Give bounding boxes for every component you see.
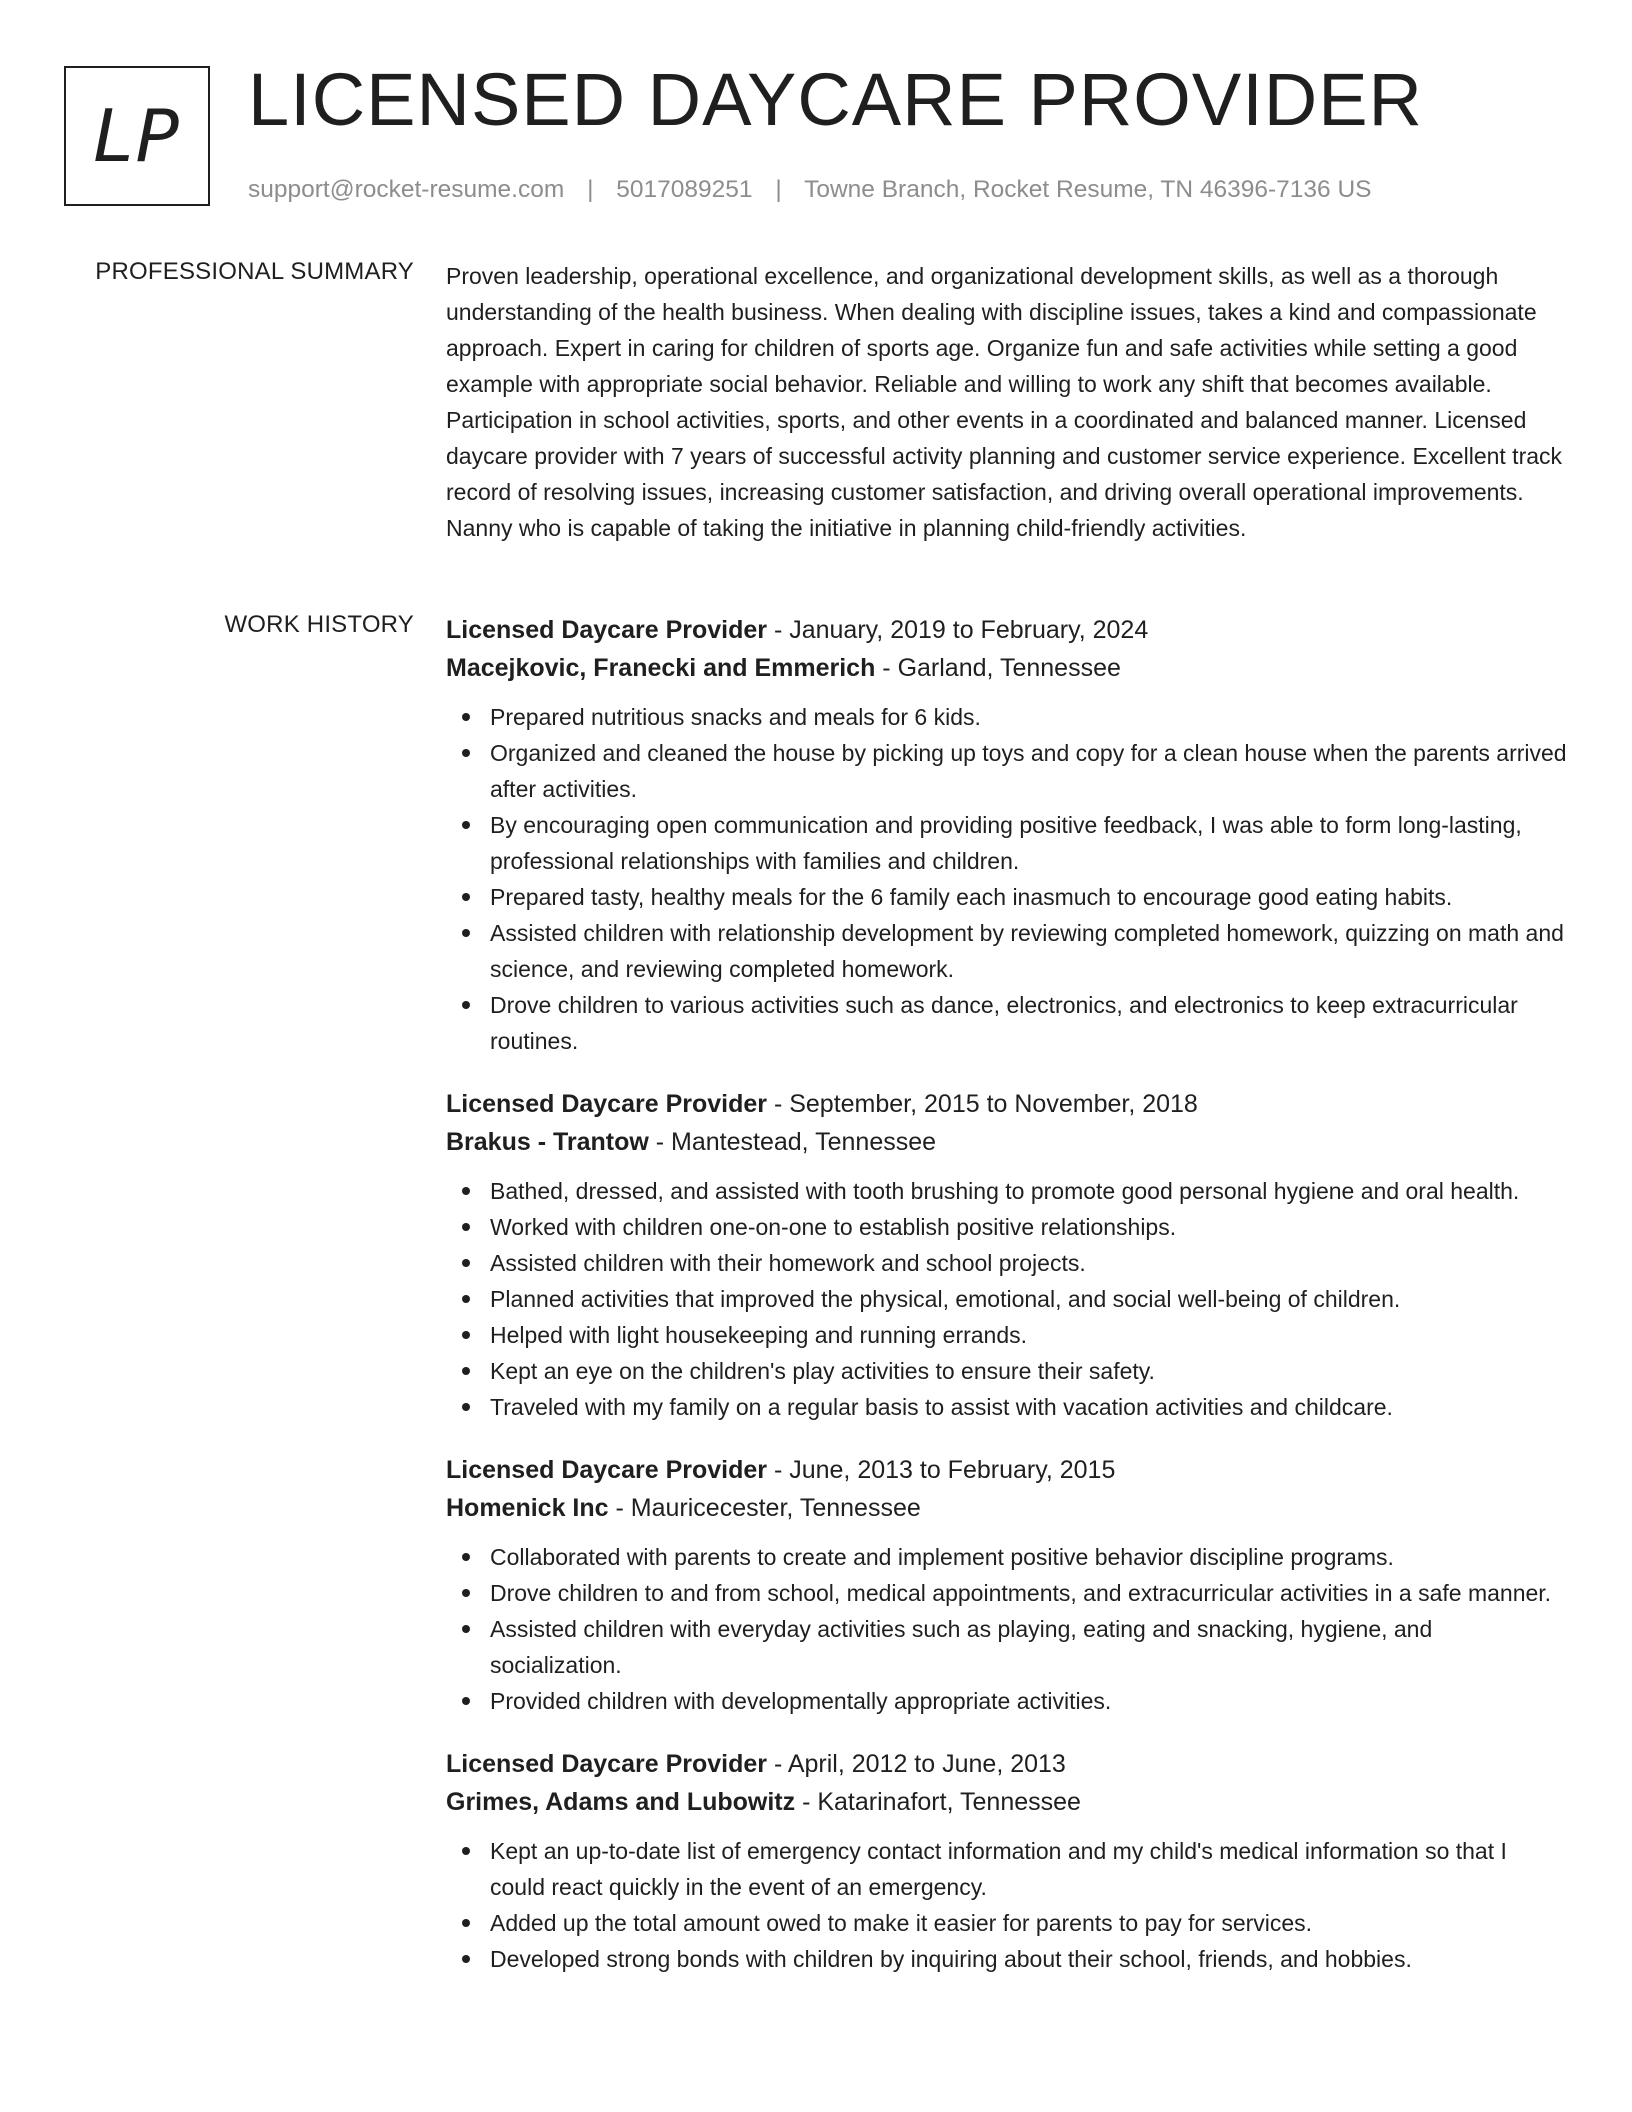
job-bullet-text: Collaborated with parents to create and implement positive behavior discipline programs. bbox=[490, 1544, 1394, 1570]
job-bullets bbox=[446, 1539, 1568, 1719]
job-bullet-text: Organized and cleaned the house by picking up toys and copy for a clean house when the parents arrived after activities. bbox=[490, 740, 1567, 802]
job-bullet-text: Prepared tasty, healthy meals for the 6 family each inasmuch to encourage good eating habits. bbox=[490, 884, 1453, 910]
jobs-list bbox=[446, 611, 1568, 2003]
bullet-dot-icon bbox=[462, 1589, 470, 1597]
job-location: Mauricecester, Tennessee bbox=[630, 1494, 921, 1522]
job-dates: September, 2015 to November, 2018 bbox=[789, 1090, 1198, 1118]
job-bullets bbox=[446, 1173, 1568, 1425]
job-bullet bbox=[446, 1833, 1568, 1905]
contact-address: Towne Branch, Rocket Resume, TN 46396-7136 US bbox=[804, 176, 1372, 203]
job-entry bbox=[446, 611, 1568, 1059]
job-bullet bbox=[446, 1575, 1568, 1611]
job-bullet-text: Added up the total amount owed to make it easier for parents to pay for services. bbox=[490, 1910, 1313, 1936]
bullet-dot-icon bbox=[462, 1403, 470, 1411]
resume-title: LICENSED DAYCARE PROVIDER bbox=[248, 58, 1423, 141]
job-bullet bbox=[446, 1539, 1568, 1575]
job-bullet-text: Drove children to and from school, medical appointments, and extracurricular activities in a safe manner. bbox=[490, 1580, 1552, 1606]
job-company-line: Macejkovic, Franecki and Emmerich - Garland, Tennessee bbox=[446, 654, 1121, 682]
job-bullet bbox=[446, 1611, 1568, 1683]
job-bullet-text: Drove children to various activities such as dance, electronics, and electronics to keep extracurricular routines. bbox=[490, 992, 1518, 1054]
job-bullet bbox=[446, 699, 1568, 735]
job-title: Licensed Daycare Provider bbox=[446, 1090, 767, 1118]
bullet-dot-icon bbox=[462, 1919, 470, 1927]
job-bullet bbox=[446, 1317, 1568, 1353]
job-bullet bbox=[446, 879, 1568, 915]
bullet-dot-icon bbox=[462, 1697, 470, 1705]
bullet-dot-icon bbox=[462, 1367, 470, 1375]
bullet-dot-icon bbox=[462, 713, 470, 721]
job-bullet-text: Traveled with my family on a regular basis to assist with vacation activities and childcare. bbox=[490, 1394, 1393, 1420]
job-location: Garland, Tennessee bbox=[897, 654, 1121, 682]
job-bullet-text: Kept an eye on the children's play activities to ensure their safety. bbox=[490, 1358, 1155, 1384]
job-company: Brakus - Trantow bbox=[446, 1128, 649, 1156]
bullet-dot-icon bbox=[462, 1331, 470, 1339]
job-title: Licensed Daycare Provider bbox=[446, 1750, 767, 1778]
job-bullet-text: Planned activities that improved the physical, emotional, and social well-being of children. bbox=[490, 1286, 1401, 1312]
job-title-line: Licensed Daycare Provider - September, 2015 to November, 2018 bbox=[446, 1090, 1198, 1118]
job-bullet bbox=[446, 1209, 1568, 1245]
job-bullet-text: By encouraging open communication and providing positive feedback, I was able to form long-lasting, professional relationships with families and children. bbox=[490, 812, 1522, 874]
job-bullets bbox=[446, 1833, 1568, 1977]
summary-heading: PROFESSIONAL SUMMARY bbox=[95, 258, 414, 285]
bullet-dot-icon bbox=[462, 1187, 470, 1195]
job-title-line: Licensed Daycare Provider - June, 2013 to February, 2015 bbox=[446, 1456, 1116, 1484]
job-bullet bbox=[446, 1389, 1568, 1425]
contact-phone: 5017089251 bbox=[616, 176, 753, 203]
job-entry bbox=[446, 1451, 1568, 1719]
contact-separator: | bbox=[587, 176, 594, 203]
job-bullet-text: Developed strong bonds with children by inquiring about their school, friends, and hobbies. bbox=[490, 1946, 1412, 1972]
job-bullet bbox=[446, 1905, 1568, 1941]
bullet-dot-icon bbox=[462, 1955, 470, 1963]
job-bullet bbox=[446, 915, 1568, 987]
contact-email: support@rocket-resume.com bbox=[248, 176, 565, 203]
bullet-dot-icon bbox=[462, 1223, 470, 1231]
bullet-dot-icon bbox=[462, 929, 470, 937]
contact-separator: | bbox=[775, 176, 782, 203]
monogram-initials: LP bbox=[93, 94, 181, 178]
job-dates: June, 2013 to February, 2015 bbox=[789, 1456, 1116, 1484]
job-bullet bbox=[446, 987, 1568, 1059]
job-bullet-text: Kept an up-to-date list of emergency contact information and my child's medical information so that I could react quickly in the event of an emergency. bbox=[490, 1838, 1507, 1900]
job-company: Grimes, Adams and Lubowitz bbox=[446, 1788, 796, 1816]
summary-body bbox=[446, 258, 1568, 546]
job-company-line: Brakus - Trantow - Mantestead, Tennessee bbox=[446, 1128, 937, 1156]
job-company-line: Grimes, Adams and Lubowitz - Katarinafort, Tennessee bbox=[446, 1788, 1081, 1816]
job-entry bbox=[446, 1085, 1568, 1425]
bullet-dot-icon bbox=[462, 1001, 470, 1009]
bullet-dot-icon bbox=[462, 821, 470, 829]
bullet-dot-icon bbox=[462, 1295, 470, 1303]
monogram-box bbox=[64, 66, 210, 206]
job-company: Homenick Inc bbox=[446, 1494, 609, 1522]
job-company-line: Homenick Inc - Mauricecester, Tennessee bbox=[446, 1494, 921, 1522]
contact-line bbox=[248, 176, 1372, 204]
bullet-dot-icon bbox=[462, 1625, 470, 1633]
bullet-dot-icon bbox=[462, 1553, 470, 1561]
job-entry bbox=[446, 1745, 1568, 1977]
job-title-line: Licensed Daycare Provider - April, 2012 to June, 2013 bbox=[446, 1750, 1066, 1778]
job-bullet-text: Assisted children with relationship development by reviewing completed homework, quizzing on math and science, and reviewing completed homework. bbox=[490, 920, 1564, 982]
job-bullet-text: Assisted children with everyday activities such as playing, eating and snacking, hygiene, and socialization. bbox=[490, 1616, 1433, 1678]
job-bullets bbox=[446, 699, 1568, 1059]
job-bullet bbox=[446, 1941, 1568, 1977]
job-location: Mantestead, Tennessee bbox=[671, 1128, 937, 1156]
job-bullet-text: Provided children with developmentally appropriate activities. bbox=[490, 1688, 1112, 1714]
job-bullet bbox=[446, 1245, 1568, 1281]
work-history-heading: WORK HISTORY bbox=[224, 611, 414, 638]
job-bullet-text: Helped with light housekeeping and running errands. bbox=[490, 1322, 1028, 1348]
bullet-dot-icon bbox=[462, 893, 470, 901]
job-bullet bbox=[446, 1173, 1568, 1209]
job-bullet bbox=[446, 807, 1568, 879]
bullet-dot-icon bbox=[462, 749, 470, 757]
job-bullet bbox=[446, 1281, 1568, 1317]
job-bullet-text: Bathed, dressed, and assisted with tooth brushing to promote good personal hygiene and oral health. bbox=[490, 1178, 1520, 1204]
job-company: Macejkovic, Franecki and Emmerich bbox=[446, 654, 876, 682]
bullet-dot-icon bbox=[462, 1847, 470, 1855]
job-bullet-text: Worked with children one-on-one to establish positive relationships. bbox=[490, 1214, 1177, 1240]
job-bullet bbox=[446, 1683, 1568, 1719]
bullet-dot-icon bbox=[462, 1259, 470, 1267]
job-bullet-text: Assisted children with their homework and school projects. bbox=[490, 1250, 1086, 1276]
summary-text: Proven leadership, operational excellence, and organizational development skills, as well as a thorough understanding of the health business. When dealing with discipline issues, takes a kind and compassionate approach. Expert in caring for children of sports age. Organize fun and safe activities while setting a good example with appropriate social behavior. Reliable and willing to work any shift that becomes available. Participation in school activities, sports, and other events in a coordinated and balanced manner. Licensed daycare provider with 7 years of successful activity planning and customer service experience. Excellent track record of resolving issues, increasing customer satisfaction, and driving overall operational improvements. Nanny who is capable of taking the initiative in planning child-friendly activities. bbox=[446, 263, 1563, 541]
job-title-line: Licensed Daycare Provider - January, 2019 to February, 2024 bbox=[446, 616, 1149, 644]
job-dates: January, 2019 to February, 2024 bbox=[789, 616, 1149, 644]
job-bullet bbox=[446, 735, 1568, 807]
job-title: Licensed Daycare Provider bbox=[446, 1456, 767, 1484]
job-dates: April, 2012 to June, 2013 bbox=[787, 1750, 1066, 1778]
job-location: Katarinafort, Tennessee bbox=[817, 1788, 1081, 1816]
job-title: Licensed Daycare Provider bbox=[446, 616, 767, 644]
job-bullet bbox=[446, 1353, 1568, 1389]
job-bullet-text: Prepared nutritious snacks and meals for 6 kids. bbox=[490, 704, 981, 730]
